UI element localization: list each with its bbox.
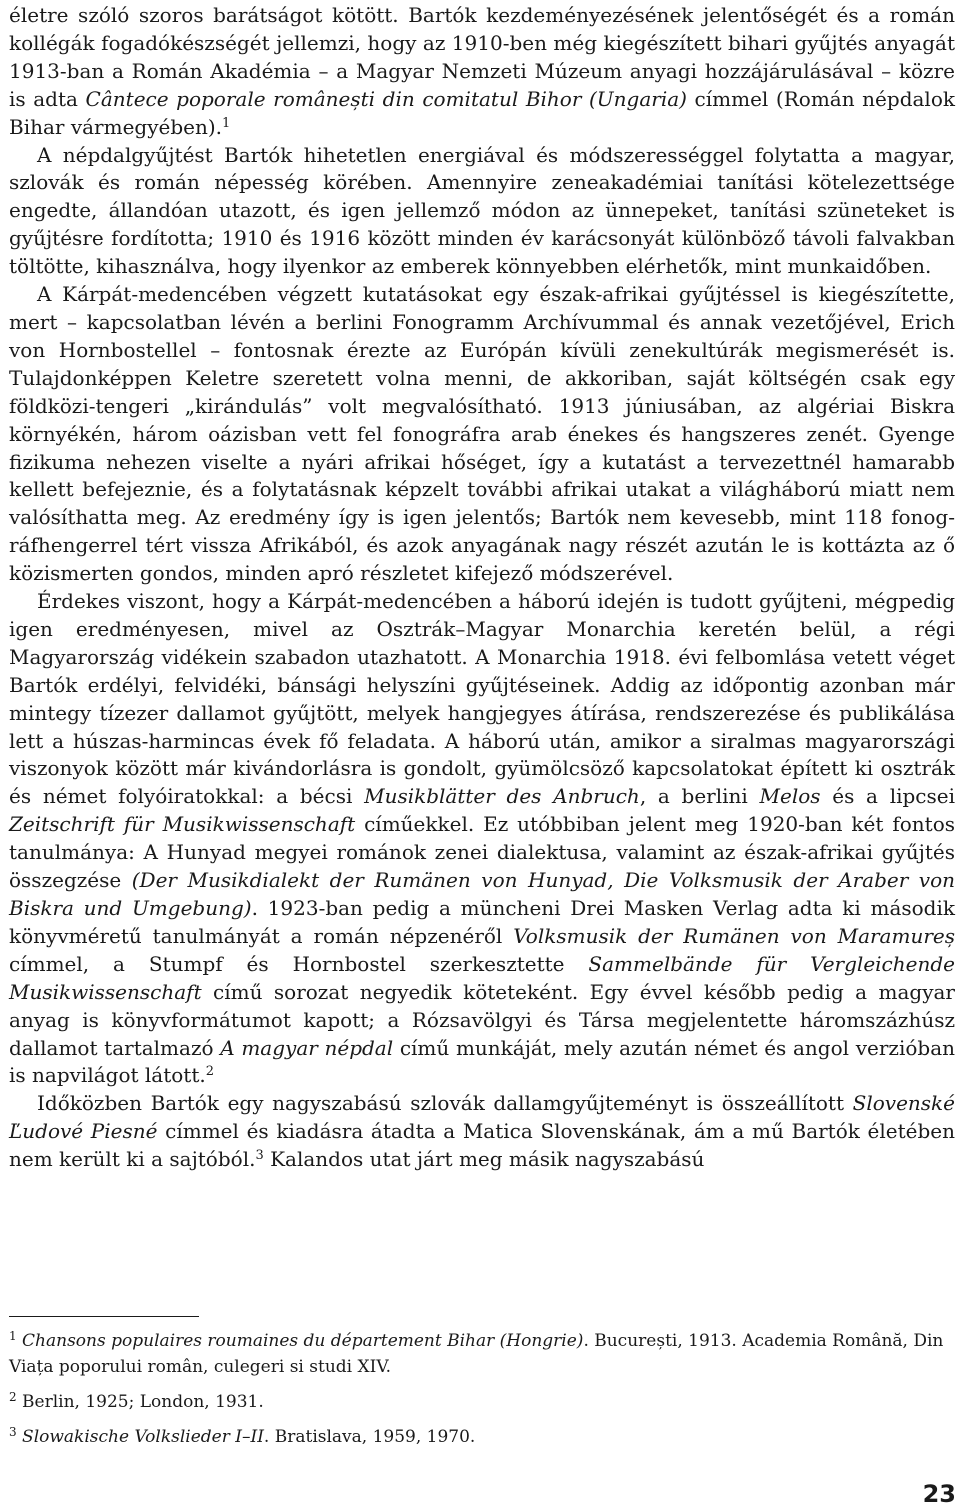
- footnote-reference: 1: [222, 115, 231, 131]
- italic-title-text: Sammelbände für Vergleichende Musikwissenschaft: [9, 951, 955, 1004]
- footnote-number: 1: [9, 1329, 17, 1343]
- main-text: [9, 2, 955, 1174]
- text-run: Kalandos utat járt meg másik nagyszabású: [263, 1147, 705, 1172]
- italic-title-text: Chansons populaires roumaines du département Bihar (Hongrie): [22, 1331, 584, 1351]
- italic-title-text: Slowakische Volkslieder I–II: [22, 1427, 264, 1447]
- text-run: és a lipcsei: [820, 784, 955, 809]
- text-run: A népdalgyűjtést Bartók hihetetlen energiával és módszerességgel folytatta a magyar, szlovák és román népesség körében. Amennyire zeneakadémiai tanítási kötelezettsége engedte, állandóan utazott, és igen jellemző módon az ünnepeket, tanítási szüneteket is gyűjtésre fordította; 1910 és 1916 között minden év karácsonyát különböző távoli falvakban töltötte, kihasználva, hogy ilyenkor az emberek könnyebben elérhetők, mint munkaidőben.: [9, 142, 955, 279]
- footnotes: [9, 1328, 955, 1459]
- footnote-number: 3: [9, 1425, 17, 1439]
- text-run: címmel, a Stumpf és Hornbostel szerkesztette: [9, 951, 589, 976]
- footnote-separator: [9, 1316, 199, 1317]
- footnote-1: [9, 1328, 955, 1380]
- text-run: címűekkel. Ez utóbbiban jelent meg 1920-ban két fontos tanulmánya: A Hunyad megyei románok zenei dialektusa, valamint az észak-afrikai gyűjtés összegzése: [9, 812, 955, 893]
- footnote-2: [9, 1389, 955, 1415]
- footnote-3: [9, 1424, 955, 1450]
- italic-title-text: Slovenské Ľudové Piesné: [9, 1091, 955, 1144]
- text-run: Berlin, 1925; London, 1931.: [22, 1392, 264, 1412]
- text-run: címmel és kiadásra átadta a Matica Slovenskának, ám a mű Bartók életében nem került ki a sajtóból.: [9, 1119, 955, 1172]
- footnote-reference: 2: [205, 1064, 214, 1080]
- italic-title-text: Cântece poporale românești din comitatul Bihor (Ungaria): [85, 86, 687, 111]
- italic-title-text: Musikblätter des Anbruch: [364, 784, 640, 809]
- italic-title-text: Melos: [759, 784, 821, 809]
- paragraph-5: [9, 1090, 955, 1174]
- text-run: címmel (Román népdalok Bihar vármegyében).: [9, 86, 955, 139]
- text-run: . București, 1913. Academia Română, Din Viața poporului român, culegeri si studi XIV.: [9, 1331, 944, 1377]
- page-number: 23: [922, 1480, 956, 1508]
- text-run: című sorozat negyedik köteteként. Egy évvel később pedig a magyar anyag is könyvformátumot kapott; a Rózsavölgyi és Társa megjelentette háromszázhúsz dallamot tartalmazó: [9, 979, 955, 1060]
- paragraph-4: [9, 588, 955, 1090]
- text-run: . 1923-ban pedig a müncheni Drei Masken Verlag adta ki második könyvméretű tanulmányát a román népzenéről: [9, 896, 956, 948]
- paragraph-3: [9, 281, 955, 588]
- text-run: életre szóló szoros barátságot kötött. Bartók kezdeményezésének jelentőségét és a román kollégák fogadókészségét jellemzi, hogy az 1910-ben még kiegészített bihari gyűjtés anyagát 1913-ban a Román Akadémia – a Magyar Nemzeti Múzeum anyagi hozzájárulásával – közre is adta: [9, 3, 955, 111]
- footnote-reference: 3: [255, 1148, 264, 1164]
- italic-title-text: A magyar népdal: [220, 1035, 394, 1060]
- text-run: Időközben Bartók egy nagyszabású szlovák dallamgyűjteményt is összeállított: [37, 1091, 853, 1116]
- footnote-number: 2: [9, 1390, 17, 1404]
- text-run: A Kárpát-medencében végzett kutatásokat egy észak-afrikai gyűjtéssel is kiegészítette, mert – kapcsolatban lévén a berlini Fonogramm Archívummal és annak vezetőjével, Erich von Hornbostellel – fontosnak érezte az Európán kívüli zenekultúrák megismerését is. Tulajdonképpen Keletre szeretett volna menni, de akkoriban, saját költségén csak egy földközi-tengeri „kirándulás” volt megvalósítható. 1913 júniusában, az algériai Biskra környékén, három oázisban vett fel fonográfra arab énekes és hangszeres zenét. Gyenge fizikuma nehezen viselte a nyári afrikai hőséget, így a kutatást a tervezettnél hamarabb kellett befejeznie, és a folytatásnak képzelt további afrikai utakat a világháború miatt nem valósíthatta meg. Az eredmény így is igen jelentős; Bartók nem kevesebb, mint 118 fonográfhengerrel tért vissza Afrikából, és azok anyagának nagy részét azután le is kottázta az ő közismerten gondos, minden apró részletet kifejező módszerével.: [9, 282, 955, 586]
- italic-title-text: Volksmusik der Rumänen von Maramureș: [513, 923, 955, 948]
- text-run: című munkáját, mely azután német és angol verzióban is napvilágot látott.: [9, 1035, 956, 1088]
- italic-title-text: Zeitschrift für Musikwissenschaft: [9, 812, 356, 837]
- paragraph-2: [9, 142, 955, 282]
- italic-title-text: (Der Musikdialekt der Rumänen von Hunyad, Die Volksmusik der Araber von Biskra und Umgebung): [9, 868, 955, 920]
- text-run: , a berlini: [639, 784, 760, 809]
- text-run: . Bratislava, 1959, 1970.: [263, 1427, 476, 1447]
- paragraph-1: [9, 2, 955, 142]
- text-run: Érdekes viszont, hogy a Kárpát-medencében a háború idején is tudott gyűjteni, mégpedig igen eredményesen, mivel az Osztrák–Magyar Monarchia keretén belül, a régi Magyarország vidékein szabadon utazhatott. A Monarchia 1918. évi felbomlása vetett véget Bartók erdélyi, felvidéki, bánsági helyszíni gyűjtéseinek. Addig az időpontig azonban már mintegy tízezer dallamot gyűjtött, melyek hangjegyes átírása, rendszerezése és publikálása lett a húszas-harmincas évek fő feladata. A háború után, amikor a siralmas magyarországi viszonyok között már kivándorlásra is gondolt, gyümölcsöző kapcsolatokat épített ki osztrák és német folyóiratokkal: a bécsi: [9, 589, 955, 809]
